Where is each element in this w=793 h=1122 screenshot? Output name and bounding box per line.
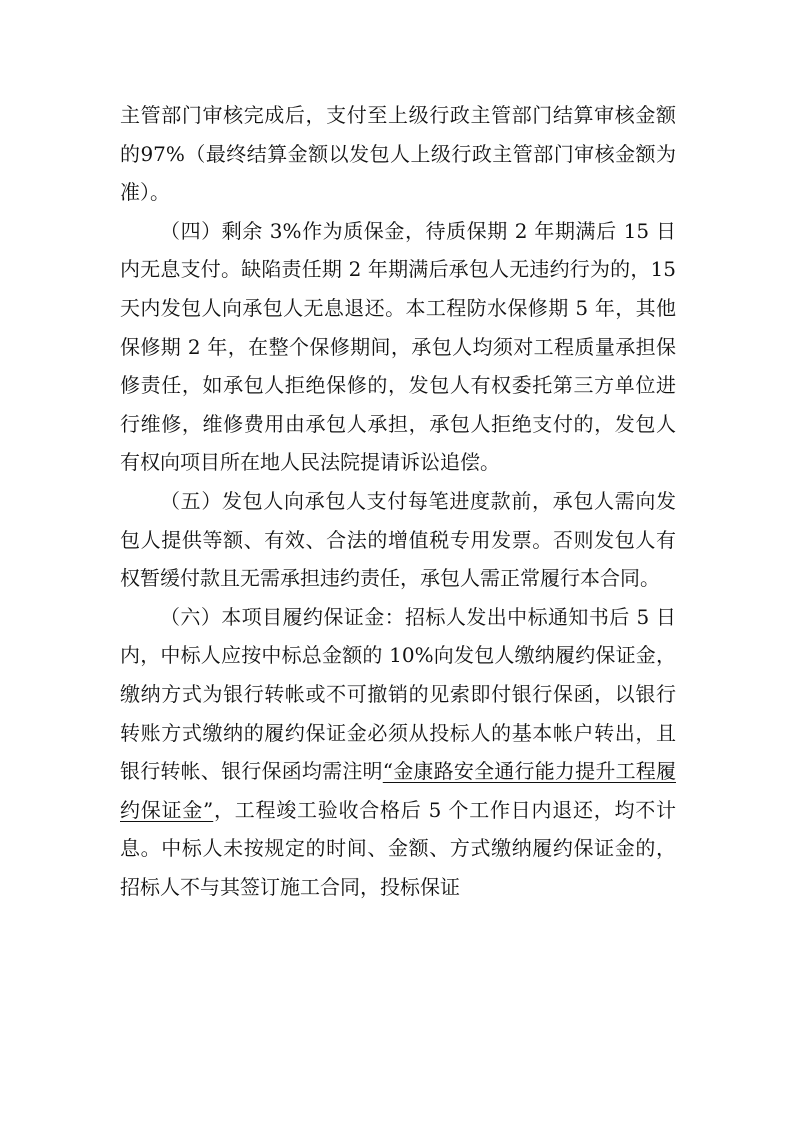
paragraph-clause-6 [120, 598, 676, 907]
clause-6-underlined-remark: “金康路安全通行能力提升工程履约保证金” [120, 759, 676, 822]
clause-6-text-after: ，工程竣工验收合格后 5 个工作日内退还，均不计息。中标人未按规定的时间、金额、方式缴纳履约保证金的，招标人不与其签订施工合同，投标保证 [120, 797, 676, 899]
clause-6-text-before: （六）本项目履约保证金：招标人发出中标通知书后 5 日内，中标人应按中标总金额的 10%向发包人缴纳履约保证金，缴纳方式为银行转帐或不可撤销的见索即付银行保函，以银行转账方式缴纳的履约保证金必须从投标人的基本帐户转出，且银行转帐、银行保函均需注明 [120, 604, 676, 784]
document-body [120, 96, 676, 906]
paragraph-clause-5: （五）发包人向承包人支付每笔进度款前，承包人需向发包人提供等额、有效、合法的增值税专用发票。否则发包人有权暂缓付款且无需承担违约责任，承包人需正常履行本合同。 [120, 488, 676, 591]
paragraph-clause-4: （四）剩余 3%作为质保金，待质保期 2 年期满后 15 日内无息支付。缺陷责任期 2 年期满后承包人无违约行为的，15 天内发包人向承包人无息退还。本工程防水保修期 5 年，其他保修期 2 年，在整个保修期间，承包人均须对工程质量承担保修责任，如承包人拒绝保修的，发包人有权委托第三方单位进行维修，维修费用由承包人承担，承包人拒绝支付的，发包人有权向项目所在地人民法院提请诉讼追偿。 [120, 218, 676, 475]
paragraph-continuation: 主管部门审核完成后，支付至上级行政主管部门结算审核金额的97%（最终结算金额以发包人上级行政主管部门审核金额为准）。 [120, 103, 676, 205]
